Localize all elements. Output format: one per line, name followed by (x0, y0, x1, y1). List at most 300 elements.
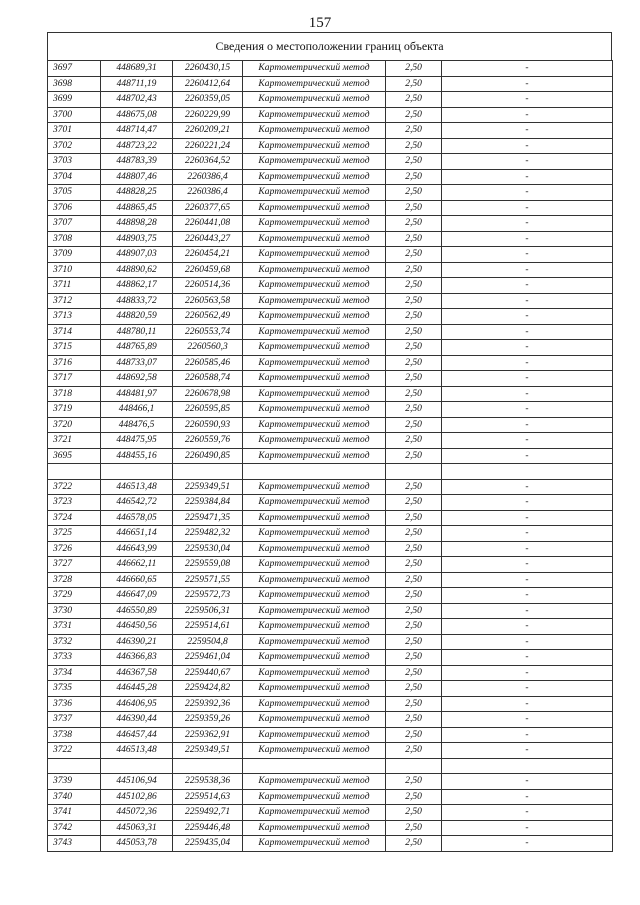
note-cell: - (442, 355, 613, 371)
point-number-cell: 3710 (48, 262, 101, 278)
accuracy-cell: 2,50 (386, 650, 442, 666)
y-coordinate-cell: 2259514,63 (173, 789, 243, 805)
empty-cell (48, 464, 101, 480)
method-cell: Картометрический метод (243, 92, 386, 108)
note-cell: - (442, 185, 613, 201)
accuracy-cell: 2,50 (386, 138, 442, 154)
point-number-cell: 3736 (48, 696, 101, 712)
point-number-cell: 3740 (48, 789, 101, 805)
x-coordinate-cell: 446450,56 (101, 619, 173, 635)
note-cell: - (442, 526, 613, 542)
accuracy-cell: 2,50 (386, 557, 442, 573)
y-coordinate-cell: 2260553,74 (173, 324, 243, 340)
point-number-cell: 3715 (48, 340, 101, 356)
y-coordinate-cell: 2259384,84 (173, 495, 243, 511)
note-cell: - (442, 448, 613, 464)
note-cell: - (442, 340, 613, 356)
table-row (48, 479, 613, 495)
accuracy-cell: 2,50 (386, 727, 442, 743)
y-coordinate-cell: 2260585,46 (173, 355, 243, 371)
point-number-cell: 3717 (48, 371, 101, 387)
x-coordinate-cell: 446367,58 (101, 665, 173, 681)
table-row (48, 448, 613, 464)
point-number-cell: 3728 (48, 572, 101, 588)
x-coordinate-cell: 446662,11 (101, 557, 173, 573)
method-cell: Картометрический метод (243, 572, 386, 588)
note-cell: - (442, 836, 613, 852)
table-row (48, 247, 613, 263)
table-row (48, 355, 613, 371)
table-row (48, 76, 613, 92)
x-coordinate-cell: 448702,43 (101, 92, 173, 108)
method-cell: Картометрический метод (243, 324, 386, 340)
y-coordinate-cell: 2260490,85 (173, 448, 243, 464)
table-row (48, 138, 613, 154)
empty-cell (173, 464, 243, 480)
note-cell: - (442, 712, 613, 728)
empty-cell (442, 758, 613, 774)
method-cell: Картометрический метод (243, 510, 386, 526)
note-cell: - (442, 386, 613, 402)
y-coordinate-cell: 2259440,67 (173, 665, 243, 681)
x-coordinate-cell: 448475,95 (101, 433, 173, 449)
accuracy-cell: 2,50 (386, 154, 442, 170)
y-coordinate-cell: 2260377,65 (173, 200, 243, 216)
method-cell: Картометрический метод (243, 727, 386, 743)
table-row (48, 123, 613, 139)
method-cell: Картометрический метод (243, 417, 386, 433)
table-row (48, 727, 613, 743)
accuracy-cell: 2,50 (386, 634, 442, 650)
method-cell: Картометрический метод (243, 200, 386, 216)
empty-cell (243, 758, 386, 774)
x-coordinate-cell: 448714,47 (101, 123, 173, 139)
method-cell: Картометрический метод (243, 154, 386, 170)
x-coordinate-cell: 445102,86 (101, 789, 173, 805)
point-number-cell: 3741 (48, 805, 101, 821)
accuracy-cell: 2,50 (386, 61, 442, 77)
y-coordinate-cell: 2259504,8 (173, 634, 243, 650)
coordinates-table (47, 60, 613, 852)
point-number-cell: 3722 (48, 479, 101, 495)
method-cell: Картометрический метод (243, 526, 386, 542)
x-coordinate-cell: 448466,1 (101, 402, 173, 418)
point-number-cell: 3707 (48, 216, 101, 232)
accuracy-cell: 2,50 (386, 185, 442, 201)
table-row (48, 526, 613, 542)
note-cell: - (442, 619, 613, 635)
point-number-cell: 3742 (48, 820, 101, 836)
point-number-cell: 3705 (48, 185, 101, 201)
point-number-cell: 3733 (48, 650, 101, 666)
note-cell: - (442, 371, 613, 387)
x-coordinate-cell: 446542,72 (101, 495, 173, 511)
note-cell: - (442, 107, 613, 123)
method-cell: Картометрический метод (243, 61, 386, 77)
note-cell: - (442, 588, 613, 604)
y-coordinate-cell: 2259424,82 (173, 681, 243, 697)
note-cell: - (442, 262, 613, 278)
table-row (48, 572, 613, 588)
y-coordinate-cell: 2260441,08 (173, 216, 243, 232)
y-coordinate-cell: 2259572,73 (173, 588, 243, 604)
table-row (48, 293, 613, 309)
x-coordinate-cell: 448733,07 (101, 355, 173, 371)
group-separator-row (48, 758, 613, 774)
note-cell: - (442, 681, 613, 697)
point-number-cell: 3725 (48, 526, 101, 542)
table-row (48, 712, 613, 728)
y-coordinate-cell: 2260221,24 (173, 138, 243, 154)
y-coordinate-cell: 2259392,36 (173, 696, 243, 712)
point-number-cell: 3739 (48, 774, 101, 790)
empty-cell (243, 464, 386, 480)
accuracy-cell: 2,50 (386, 76, 442, 92)
y-coordinate-cell: 2259571,55 (173, 572, 243, 588)
point-number-cell: 3699 (48, 92, 101, 108)
x-coordinate-cell: 448723,22 (101, 138, 173, 154)
accuracy-cell: 2,50 (386, 123, 442, 139)
point-number-cell: 3735 (48, 681, 101, 697)
point-number-cell: 3708 (48, 231, 101, 247)
x-coordinate-cell: 446651,14 (101, 526, 173, 542)
table-row (48, 541, 613, 557)
table-row (48, 650, 613, 666)
note-cell: - (442, 278, 613, 294)
point-number-cell: 3738 (48, 727, 101, 743)
empty-cell (386, 464, 442, 480)
y-coordinate-cell: 2259446,48 (173, 820, 243, 836)
x-coordinate-cell: 446578,05 (101, 510, 173, 526)
accuracy-cell: 2,50 (386, 200, 442, 216)
table-row (48, 92, 613, 108)
method-cell: Картометрический метод (243, 247, 386, 263)
method-cell: Картометрический метод (243, 355, 386, 371)
method-cell: Картометрический метод (243, 650, 386, 666)
x-coordinate-cell: 446390,44 (101, 712, 173, 728)
accuracy-cell: 2,50 (386, 448, 442, 464)
note-cell: - (442, 200, 613, 216)
accuracy-cell: 2,50 (386, 479, 442, 495)
table-row (48, 371, 613, 387)
method-cell: Картометрический метод (243, 340, 386, 356)
table-row (48, 619, 613, 635)
note-cell: - (442, 417, 613, 433)
table-row (48, 169, 613, 185)
y-coordinate-cell: 2260595,85 (173, 402, 243, 418)
note-cell: - (442, 154, 613, 170)
x-coordinate-cell: 445063,31 (101, 820, 173, 836)
note-cell: - (442, 247, 613, 263)
method-cell: Картометрический метод (243, 262, 386, 278)
y-coordinate-cell: 2260386,4 (173, 169, 243, 185)
point-number-cell: 3718 (48, 386, 101, 402)
accuracy-cell: 2,50 (386, 805, 442, 821)
y-coordinate-cell: 2260443,27 (173, 231, 243, 247)
y-coordinate-cell: 2259359,26 (173, 712, 243, 728)
point-number-cell: 3731 (48, 619, 101, 635)
method-cell: Картометрический метод (243, 836, 386, 852)
accuracy-cell: 2,50 (386, 293, 442, 309)
method-cell: Картометрический метод (243, 588, 386, 604)
accuracy-cell: 2,50 (386, 541, 442, 557)
method-cell: Картометрический метод (243, 743, 386, 759)
x-coordinate-cell: 446406,95 (101, 696, 173, 712)
method-cell: Картометрический метод (243, 309, 386, 325)
table-row (48, 262, 613, 278)
coordinates-sheet (47, 32, 612, 852)
note-cell: - (442, 479, 613, 495)
point-number-cell: 3698 (48, 76, 101, 92)
y-coordinate-cell: 2260359,05 (173, 92, 243, 108)
accuracy-cell: 2,50 (386, 371, 442, 387)
point-number-cell: 3722 (48, 743, 101, 759)
note-cell: - (442, 309, 613, 325)
x-coordinate-cell: 448692,58 (101, 371, 173, 387)
accuracy-cell: 2,50 (386, 340, 442, 356)
x-coordinate-cell: 448481,97 (101, 386, 173, 402)
table-row (48, 340, 613, 356)
table-row (48, 231, 613, 247)
accuracy-cell: 2,50 (386, 495, 442, 511)
method-cell: Картометрический метод (243, 820, 386, 836)
point-number-cell: 3719 (48, 402, 101, 418)
table-row (48, 433, 613, 449)
y-coordinate-cell: 2260229,99 (173, 107, 243, 123)
note-cell: - (442, 820, 613, 836)
y-coordinate-cell: 2260430,15 (173, 61, 243, 77)
x-coordinate-cell: 446647,09 (101, 588, 173, 604)
accuracy-cell: 2,50 (386, 92, 442, 108)
x-coordinate-cell: 448476,5 (101, 417, 173, 433)
point-number-cell: 3743 (48, 836, 101, 852)
x-coordinate-cell: 446366,83 (101, 650, 173, 666)
method-cell: Картометрический метод (243, 138, 386, 154)
point-number-cell: 3721 (48, 433, 101, 449)
point-number-cell: 3732 (48, 634, 101, 650)
x-coordinate-cell: 445106,94 (101, 774, 173, 790)
note-cell: - (442, 138, 613, 154)
x-coordinate-cell: 445072,36 (101, 805, 173, 821)
method-cell: Картометрический метод (243, 712, 386, 728)
table-row (48, 386, 613, 402)
accuracy-cell: 2,50 (386, 417, 442, 433)
note-cell: - (442, 324, 613, 340)
x-coordinate-cell: 448455,16 (101, 448, 173, 464)
table-row (48, 665, 613, 681)
y-coordinate-cell: 2259530,04 (173, 541, 243, 557)
table-row (48, 510, 613, 526)
point-number-cell: 3724 (48, 510, 101, 526)
accuracy-cell: 2,50 (386, 526, 442, 542)
y-coordinate-cell: 2259349,51 (173, 479, 243, 495)
note-cell: - (442, 169, 613, 185)
empty-cell (101, 464, 173, 480)
point-number-cell: 3723 (48, 495, 101, 511)
note-cell: - (442, 541, 613, 557)
note-cell: - (442, 510, 613, 526)
y-coordinate-cell: 2259362,91 (173, 727, 243, 743)
table-row (48, 588, 613, 604)
table-row (48, 789, 613, 805)
table-row (48, 61, 613, 77)
table-row (48, 309, 613, 325)
point-number-cell: 3714 (48, 324, 101, 340)
y-coordinate-cell: 2260386,4 (173, 185, 243, 201)
accuracy-cell: 2,50 (386, 619, 442, 635)
point-number-cell: 3709 (48, 247, 101, 263)
x-coordinate-cell: 448675,08 (101, 107, 173, 123)
y-coordinate-cell: 2259461,04 (173, 650, 243, 666)
note-cell: - (442, 789, 613, 805)
note-cell: - (442, 650, 613, 666)
method-cell: Картометрический метод (243, 541, 386, 557)
table-row (48, 402, 613, 418)
empty-cell (386, 758, 442, 774)
point-number-cell: 3737 (48, 712, 101, 728)
x-coordinate-cell: 448907,03 (101, 247, 173, 263)
x-coordinate-cell: 448898,28 (101, 216, 173, 232)
x-coordinate-cell: 448820,59 (101, 309, 173, 325)
y-coordinate-cell: 2260588,74 (173, 371, 243, 387)
method-cell: Картометрический метод (243, 448, 386, 464)
table-title: Сведения о местоположении границ объекта (47, 32, 612, 60)
point-number-cell: 3726 (48, 541, 101, 557)
table-row (48, 774, 613, 790)
accuracy-cell: 2,50 (386, 278, 442, 294)
accuracy-cell: 2,50 (386, 696, 442, 712)
note-cell: - (442, 92, 613, 108)
y-coordinate-cell: 2260563,58 (173, 293, 243, 309)
accuracy-cell: 2,50 (386, 588, 442, 604)
accuracy-cell: 2,50 (386, 572, 442, 588)
accuracy-cell: 2,50 (386, 433, 442, 449)
table-row (48, 634, 613, 650)
point-number-cell: 3734 (48, 665, 101, 681)
x-coordinate-cell: 448903,75 (101, 231, 173, 247)
x-coordinate-cell: 446550,89 (101, 603, 173, 619)
y-coordinate-cell: 2259482,32 (173, 526, 243, 542)
note-cell: - (442, 557, 613, 573)
table-body (48, 61, 613, 852)
y-coordinate-cell: 2259435,04 (173, 836, 243, 852)
point-number-cell: 3702 (48, 138, 101, 154)
table-row (48, 681, 613, 697)
method-cell: Картометрический метод (243, 402, 386, 418)
table-row (48, 603, 613, 619)
x-coordinate-cell: 448765,89 (101, 340, 173, 356)
table-row (48, 216, 613, 232)
method-cell: Картометрический метод (243, 386, 386, 402)
y-coordinate-cell: 2259506,31 (173, 603, 243, 619)
note-cell: - (442, 402, 613, 418)
accuracy-cell: 2,50 (386, 603, 442, 619)
note-cell: - (442, 805, 613, 821)
method-cell: Картометрический метод (243, 789, 386, 805)
note-cell: - (442, 61, 613, 77)
page-number: 157 (308, 15, 332, 31)
accuracy-cell: 2,50 (386, 820, 442, 836)
x-coordinate-cell: 446457,44 (101, 727, 173, 743)
note-cell: - (442, 743, 613, 759)
accuracy-cell: 2,50 (386, 247, 442, 263)
point-number-cell: 3703 (48, 154, 101, 170)
y-coordinate-cell: 2259514,61 (173, 619, 243, 635)
y-coordinate-cell: 2260364,52 (173, 154, 243, 170)
method-cell: Картометрический метод (243, 371, 386, 387)
x-coordinate-cell: 446390,21 (101, 634, 173, 650)
x-coordinate-cell: 448807,46 (101, 169, 173, 185)
point-number-cell: 3727 (48, 557, 101, 573)
table-row (48, 278, 613, 294)
accuracy-cell: 2,50 (386, 386, 442, 402)
note-cell: - (442, 123, 613, 139)
table-row (48, 200, 613, 216)
point-number-cell: 3720 (48, 417, 101, 433)
table-row (48, 154, 613, 170)
method-cell: Картометрический метод (243, 495, 386, 511)
empty-cell (173, 758, 243, 774)
x-coordinate-cell: 448890,62 (101, 262, 173, 278)
note-cell: - (442, 603, 613, 619)
table-row (48, 417, 613, 433)
method-cell: Картометрический метод (243, 774, 386, 790)
y-coordinate-cell: 2260412,64 (173, 76, 243, 92)
y-coordinate-cell: 2260678,98 (173, 386, 243, 402)
method-cell: Картометрический метод (243, 76, 386, 92)
group-separator-row (48, 464, 613, 480)
table-row (48, 836, 613, 852)
point-number-cell: 3701 (48, 123, 101, 139)
x-coordinate-cell: 446660,65 (101, 572, 173, 588)
note-cell: - (442, 634, 613, 650)
point-number-cell: 3706 (48, 200, 101, 216)
method-cell: Картометрический метод (243, 805, 386, 821)
method-cell: Картометрический метод (243, 479, 386, 495)
x-coordinate-cell: 448780,11 (101, 324, 173, 340)
y-coordinate-cell: 2260560,3 (173, 340, 243, 356)
method-cell: Картометрический метод (243, 634, 386, 650)
method-cell: Картометрический метод (243, 185, 386, 201)
method-cell: Картометрический метод (243, 169, 386, 185)
point-number-cell: 3716 (48, 355, 101, 371)
accuracy-cell: 2,50 (386, 510, 442, 526)
accuracy-cell: 2,50 (386, 216, 442, 232)
accuracy-cell: 2,50 (386, 743, 442, 759)
table-row (48, 185, 613, 201)
table-row (48, 743, 613, 759)
point-number-cell: 3697 (48, 61, 101, 77)
y-coordinate-cell: 2260454,21 (173, 247, 243, 263)
x-coordinate-cell: 448689,31 (101, 61, 173, 77)
table-row (48, 557, 613, 573)
y-coordinate-cell: 2259559,08 (173, 557, 243, 573)
note-cell: - (442, 76, 613, 92)
point-number-cell: 3700 (48, 107, 101, 123)
note-cell: - (442, 696, 613, 712)
table-row (48, 820, 613, 836)
table-row (48, 696, 613, 712)
x-coordinate-cell: 445053,78 (101, 836, 173, 852)
y-coordinate-cell: 2259471,35 (173, 510, 243, 526)
point-number-cell: 3713 (48, 309, 101, 325)
empty-cell (48, 758, 101, 774)
x-coordinate-cell: 446513,48 (101, 743, 173, 759)
method-cell: Картометрический метод (243, 231, 386, 247)
x-coordinate-cell: 446513,48 (101, 479, 173, 495)
table-row (48, 495, 613, 511)
method-cell: Картометрический метод (243, 293, 386, 309)
